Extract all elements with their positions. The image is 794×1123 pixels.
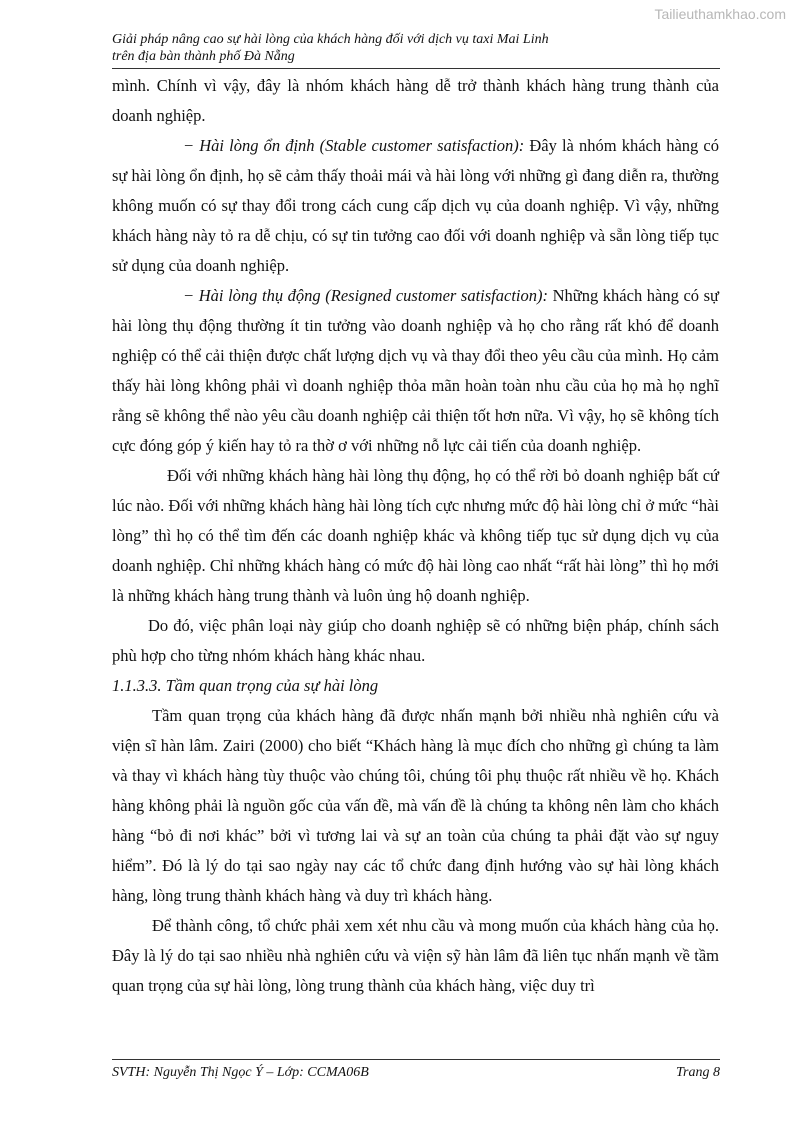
paragraph-resigned-text: Những khách hàng có sự hài lòng thụ động thường ít tin tưởng vào doanh nghiệp và họ cho rằng rất khó để doanh nghiệp có thể cải thiện được chất lượng dịch vụ và thay đổi theo yêu cầu của mình. Họ cảm thấy hài lòng không phải vì doanh nghiệp thỏa mãn hoàn toàn nhu cầu của họ mà họ nghĩ rằng sẽ không thể nào yêu cầu doanh nghiệp cải thiện tốt hơn nữa. Vì vậy, họ sẽ không tích cực đóng góp ý kiến hay tỏ ra thờ ơ với những nỗ lực cải tiến của doanh nghiệp.: [112, 286, 719, 455]
paragraph-stable-satisfaction: [112, 131, 719, 281]
term-resigned-satisfaction: − Hài lòng thụ động (Resigned customer satisfaction):: [183, 286, 548, 305]
page-number: Trang 8: [676, 1065, 720, 1080]
page-footer: [112, 1059, 720, 1081]
paragraph-6: Tầm quan trọng của khách hàng đã được nhấn mạnh bởi nhiều nhà nghiên cứu và viện sĩ hàn lâm. Zairi (2000) cho biết “Khách hàng là mục đích cho những gì chúng ta làm và thay vì khách hàng tùy thuộc vào chúng tôi, chúng tôi phụ thuộc rất nhiều về họ. Khách hàng không phải là nguồn gốc của vấn đề, mà vấn đề là chúng ta không nên làm cho khách hàng “bỏ đi nơi khác” bởi vì tương lai và sự an toàn của chúng ta phải đặt vào sự nguy hiểm”. Đó là lý do tại sao ngày nay các tổ chức đang định hướng vào sự hài lòng khách hàng, lòng trung thành khách hàng và duy trì khách hàng.: [112, 706, 719, 905]
footer-author: SVTH: Nguyễn Thị Ngọc Ý – Lớp: CCMA06B: [112, 1065, 369, 1080]
paragraph-7: Để thành công, tổ chức phải xem xét nhu cầu và mong muốn của khách hàng của họ. Đây là lý do tại sao nhiều nhà nghiên cứu và viện sỹ hàn lâm đã liên tục nhấn mạnh về tầm quan trọng của sự hài lòng, lòng trung thành của khách hàng, việc duy trì: [112, 916, 719, 995]
paragraph-4: Đối với những khách hàng hài lòng thụ động, họ có thể rời bỏ doanh nghiệp bất cứ lúc nào. Đối với những khách hàng hài lòng tích cực nhưng mức độ hài lòng chỉ ở mức “hài lòng” thì họ có thể tìm đến các doanh nghiệp khác và không tiếp tục sử dụng dịch vụ của doanh nghiệp. Chỉ những khách hàng có mức độ hài lòng cao nhất “rất hài lòng” thì họ mới là những khách hàng trung thành và luôn ủng hộ doanh nghiệp.: [112, 466, 719, 605]
watermark: Tailieuthamkhao.com: [654, 6, 786, 22]
paragraph-1: mình. Chính vì vậy, đây là nhóm khách hàng dễ trở thành khách hàng trung thành của doanh nghiệp.: [112, 76, 719, 125]
page-header: [112, 31, 720, 69]
header-title-line-2: trên địa bàn thành phố Đà Nẵng: [112, 49, 295, 64]
page-body: [112, 71, 719, 1001]
paragraph-stable-text: Đây là nhóm khách hàng có sự hài lòng ổn định, họ sẽ cảm thấy thoải mái và hài lòng với những gì đang diễn ra, thường không muốn có sự thay đổi trong cách cung cấp dịch vụ của doanh nghiệp. Vì vậy, những khách hàng này tỏ ra dễ chịu, có sự tin tưởng cao đối với doanh nghiệp và sẵn lòng tiếp tục sử dụng của doanh nghiệp.: [112, 136, 720, 275]
section-heading: 1.1.3.3. Tầm quan trọng của sự hài lòng: [112, 676, 379, 695]
term-stable-satisfaction: − Hài lòng ổn định (Stable customer satisfaction):: [183, 136, 525, 155]
paragraph-resigned-satisfaction: [112, 281, 719, 461]
header-title-line-1: Giải pháp nâng cao sự hài lòng của khách hàng đối với dịch vụ taxi Mai Linh: [112, 32, 549, 47]
paragraph-5: Do đó, việc phân loại này giúp cho doanh nghiệp sẽ có những biện pháp, chính sách phù hợp cho từng nhóm khách hàng khác nhau.: [112, 616, 719, 665]
